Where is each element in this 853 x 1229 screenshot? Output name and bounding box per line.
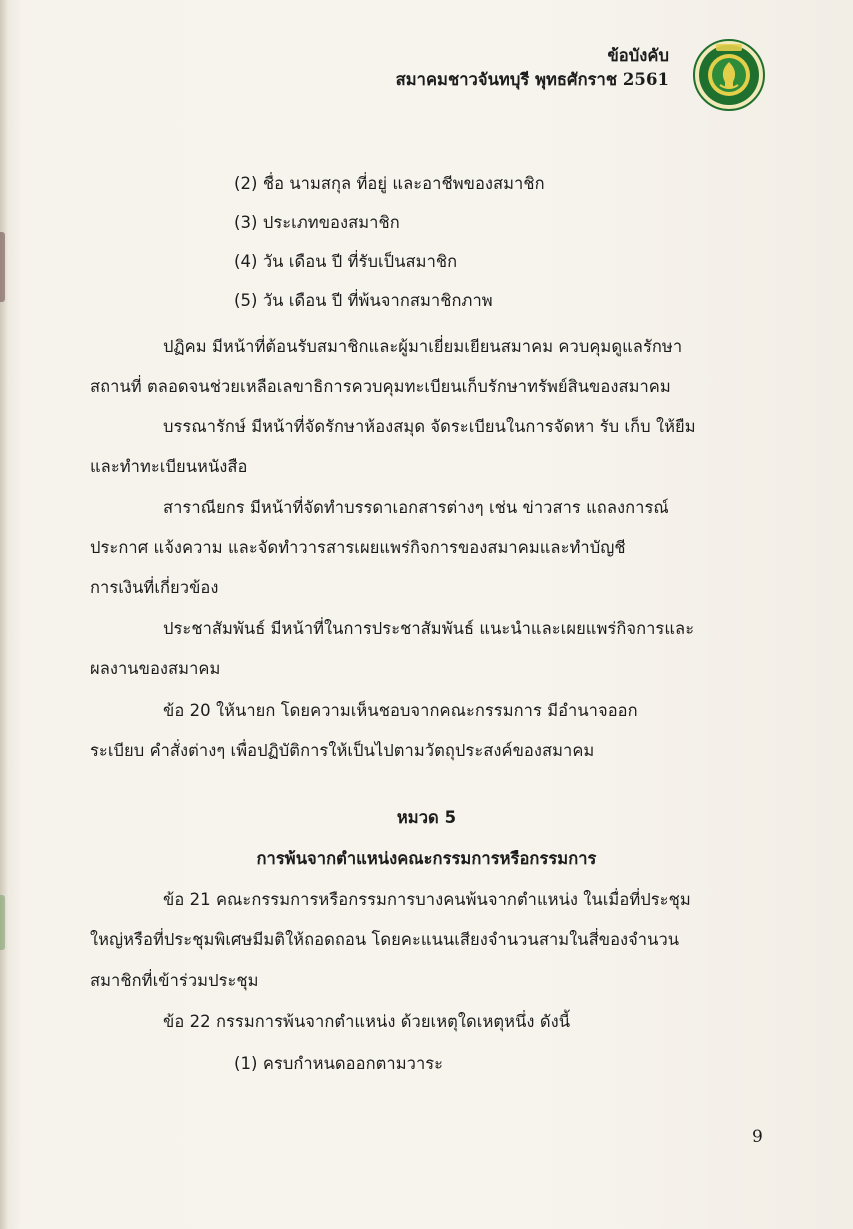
list-item: (1) ครบกำหนดออกตามวาระ	[234, 1054, 444, 1073]
header-title: ข้อบังคับ	[607, 46, 669, 65]
paragraph-line: สมาชิกที่เข้าร่วมประชุม	[90, 971, 259, 990]
paragraph-line: ผลงานของสมาคม	[90, 659, 221, 678]
header-subtitle: สมาคมชาวจันทบุรี พุทธศักราช 2561	[395, 70, 669, 89]
section-heading: หมวด 5	[396, 808, 457, 827]
paragraph-line: การเงินที่เกี่ยวข้อง	[90, 578, 219, 597]
list-item: (3) ประเภทของสมาชิก	[234, 213, 400, 232]
paragraph-line: ข้อ 21 คณะกรรมการหรือกรรมการบางคนพ้นจากตำแหน่ง ในเมื่อที่ประชุม	[163, 890, 691, 909]
paragraph-line: สถานที่ ตลอดจนช่วยเหลือเลขาธิการควบคุมทะเบียนเก็บรักษาทรัพย์สินของสมาคม	[90, 377, 671, 396]
paragraph-line: ข้อ 20 ให้นายก โดยความเห็นชอบจากคณะกรรมการ มีอำนาจออก	[163, 701, 638, 720]
page-number: 9	[752, 1127, 763, 1147]
paragraph-line: ประชาสัมพันธ์ มีหน้าที่ในการประชาสัมพันธ์ แนะนำและเผยแพร่กิจการและ	[163, 619, 695, 638]
binding-mark	[0, 895, 5, 950]
association-seal-icon	[692, 38, 766, 112]
paragraph-line: และทำทะเบียนหนังสือ	[90, 457, 248, 476]
paragraph-line: สาราณียกร มีหน้าที่จัดทำบรรดาเอกสารต่างๆ เช่น ข่าวสาร แถลงการณ์	[163, 498, 669, 517]
binding-mark	[0, 232, 5, 302]
page-edge-shadow	[0, 0, 8, 1229]
paragraph-line: ปฏิคม มีหน้าที่ต้อนรับสมาชิกและผู้มาเยี่ยมเยียนสมาคม ควบคุมดูแลรักษา	[163, 337, 683, 356]
paragraph-line: บรรณารักษ์ มีหน้าที่จัดรักษาห้องสมุด จัดระเบียนในการจัดหา รับ เก็บ ให้ยืม	[163, 417, 696, 436]
paragraph-line: ใหญ่หรือที่ประชุมพิเศษมีมติให้ถอดถอน โดยคะแนนเสียงจำนวนสามในสี่ของจำนวน	[90, 930, 680, 949]
list-item: (4) วัน เดือน ปี ที่รับเป็นสมาชิก	[234, 252, 458, 271]
list-item: (2) ชื่อ นามสกุล ที่อยู่ และอาชีพของสมาชิก	[234, 174, 545, 193]
paragraph-line: ระเบียบ คำสั่งต่างๆ เพื่อปฏิบัติการให้เป็นไปตามวัตถุประสงค์ของสมาคม	[90, 741, 595, 760]
list-item: (5) วัน เดือน ปี ที่พ้นจากสมาชิกภาพ	[234, 291, 493, 310]
paragraph-line: ประกาศ แจ้งความ และจัดทำวารสารเผยแพร่กิจการของสมาคมและทำบัญชี	[90, 538, 626, 557]
section-title: การพ้นจากตำแหน่งคณะกรรมการหรือกรรมการ	[256, 849, 597, 868]
paragraph-line: ข้อ 22 กรรมการพ้นจากตำแหน่ง ด้วยเหตุใดเหตุหนึ่ง ดังนี้	[163, 1012, 571, 1031]
page-header	[396, 44, 669, 92]
